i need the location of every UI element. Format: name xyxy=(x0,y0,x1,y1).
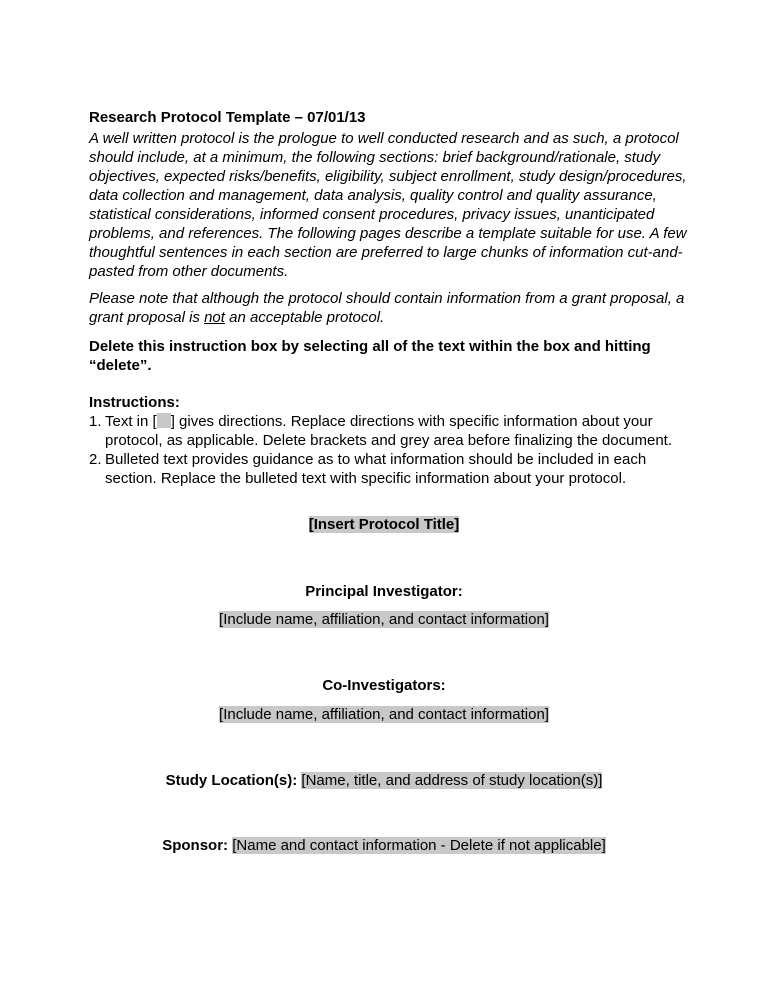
emphasis-not: not xyxy=(204,309,225,326)
delete-notice: Delete this instruction box by selecting all of the text within the box and hitting “delete”. xyxy=(89,338,651,374)
sponsor: Sponsor: [Name and contact information - Delete if not applicable] xyxy=(162,837,606,854)
list-item: 2. Bulleted text provides guidance as to what information should be included in each section. Replace the bulleted text with specific information about your protocol. xyxy=(89,451,647,487)
coi-value: [Include name, affiliation, and contact information] xyxy=(219,706,549,723)
note-paragraph: Please note that although the protocol should contain information from a grant proposal, a grant proposal is not an acceptable protocol. xyxy=(89,290,685,326)
coi-label: Co-Investigators: xyxy=(322,677,446,694)
instruction-box xyxy=(89,108,689,488)
instructions-heading: Instructions: xyxy=(89,394,180,411)
instructions-list xyxy=(89,412,689,488)
intro-paragraph: A well written protocol is the prologue to well conducted research and as such, a protocol should include, at a minimum, the following sections: brief background/rationale, study objectives, expected risks/benefits, eligibility, subject enrollment, study design/procedures, data collection and management, data analysis, quality control and quality assurance, statistical considerations, informed consent procedures, privacy issues, unanticipated problems, and references. The following pages describe a template suitable for use. A few thoughtful sentences in each section are preferred to large chunks of information cut-and-pasted from other documents. xyxy=(89,130,687,280)
grey-placeholder xyxy=(157,413,171,428)
pi-label: Principal Investigator: xyxy=(305,583,463,600)
pi-value: [Include name, affiliation, and contact information] xyxy=(219,611,549,628)
list-item: 1. Text in [ ] gives directions. Replace directions with specific information about your protocol, as applicable. Delete brackets and grey area before finalizing the document. xyxy=(89,413,673,449)
document-title: Research Protocol Template – 07/01/13 xyxy=(89,109,366,126)
protocol-title: [Insert Protocol Title] xyxy=(308,516,460,533)
study-location: Study Location(s): [Name, title, and address of study location(s)] xyxy=(165,772,603,789)
